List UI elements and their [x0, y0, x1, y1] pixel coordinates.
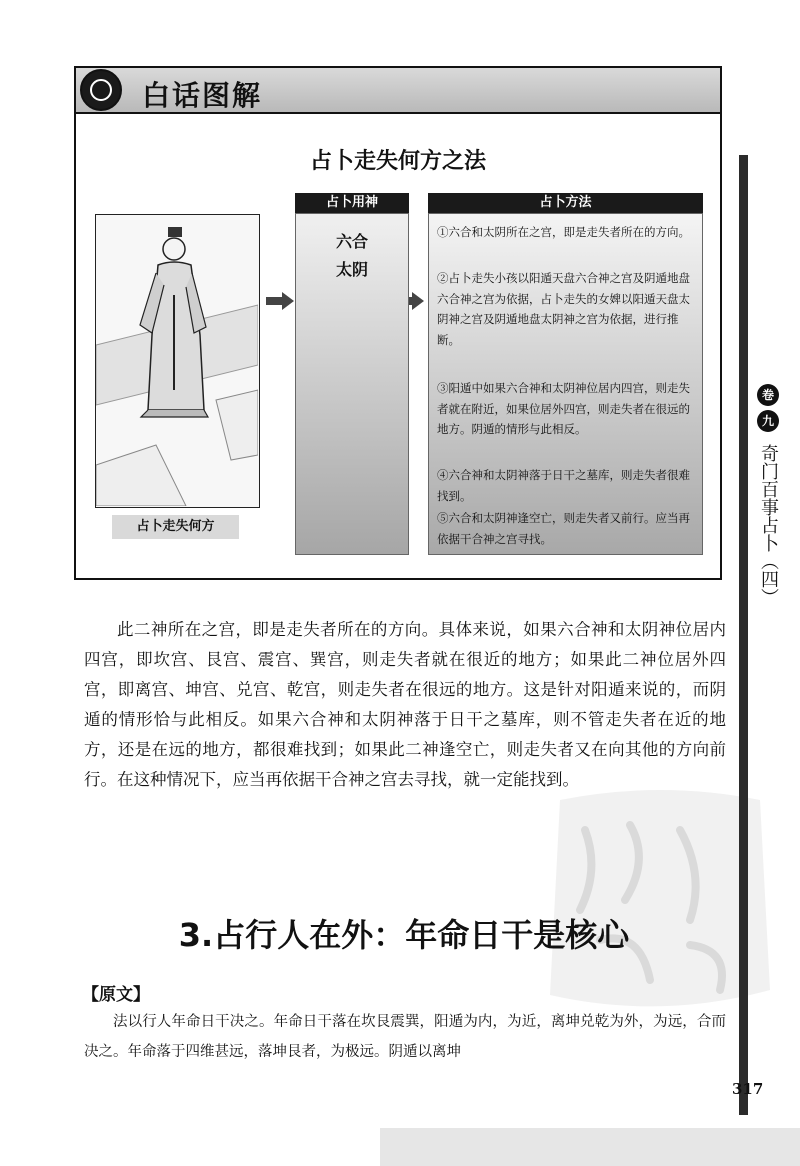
gods-column-header: 占卜用神	[295, 193, 409, 213]
method-item: ③阳遁中如果六合神和太阴神位居内四宫，则走失者就在附近，如果位居外四宫，则走失者在很远的地方。阴遁的情形与此相反。	[437, 381, 690, 436]
original-text: 法以行人年命日干决之。年命日干落在坎艮震巽，阳遁为内，为近，离坤兑乾为外，为远，合而决之。年命落于四维甚远，落坤艮者，为极远。阴遁以离坤	[84, 1014, 726, 1060]
original-text-label: 【原文】	[82, 985, 150, 1005]
god-name: 六合	[335, 232, 368, 251]
methods-column-header: 占卜方法	[428, 193, 703, 213]
method-item: ⑤六合和太阴神逢空亡，则走失者又前行。应当再依据干合神之宫寻找。	[437, 511, 690, 546]
method-item: ④六合神和太阴神落于日干之墓库，则走失者很难找到。	[437, 468, 690, 503]
chapter-badge: 卷	[757, 384, 779, 406]
figure-illustration	[95, 214, 260, 508]
section-header-title: 白话图解	[142, 79, 263, 112]
page-number: 317	[732, 1080, 764, 1098]
figure-title: 占卜走失何方之法	[309, 149, 486, 174]
illustration-caption: 占卜走失何方	[112, 515, 239, 539]
right-arrow-icon	[266, 292, 294, 310]
method-item: ②占卜走失小孩以阳遁天盘六合神之宫及阴遁地盘六合神之宫为依据，占卜走失的女婢以阳遁天盘太阴神之宫及阴遁地盘太阴神之宫为依据，进行推断。	[437, 271, 690, 347]
margin-rule	[739, 155, 748, 1115]
body-paragraph: 此二神所在之宫，即是走失者所在的方向。具体来说，如果六合神和太阴神位居内四宫，即坎宫、艮宫、震宫、巽宫，则走失者就在很近的地方；如果此二神位居外四宫，即离宫、坤宫、兑宫、乾宫，则走失者在很远的地方。这是针对阳遁来说的，而阴遁的情形恰与此相反。如果六合神和太阴神落于日干之墓库，则不管走失者在近的地方，还是在远的地方，都很难找到；如果此二神逢空亡，则走失者又在向其他的方向前行。在这种情况下，应当再依据干合神之宫去寻找，就一定能找到。	[84, 620, 726, 789]
chapter-title: 奇门百事占卜（四）	[758, 444, 779, 606]
god-name: 太阴	[335, 260, 368, 279]
scan-edge-artifact	[380, 1128, 800, 1166]
chapter-badge: 九	[757, 410, 779, 432]
scholar-figure-image	[96, 215, 258, 506]
section-heading: 3.占行人在外：年命日干是核心	[178, 916, 630, 954]
header-logo-icon	[80, 69, 122, 111]
method-item: ①六合和太阴所在之宫，即是走失者所在的方向。	[437, 225, 690, 239]
